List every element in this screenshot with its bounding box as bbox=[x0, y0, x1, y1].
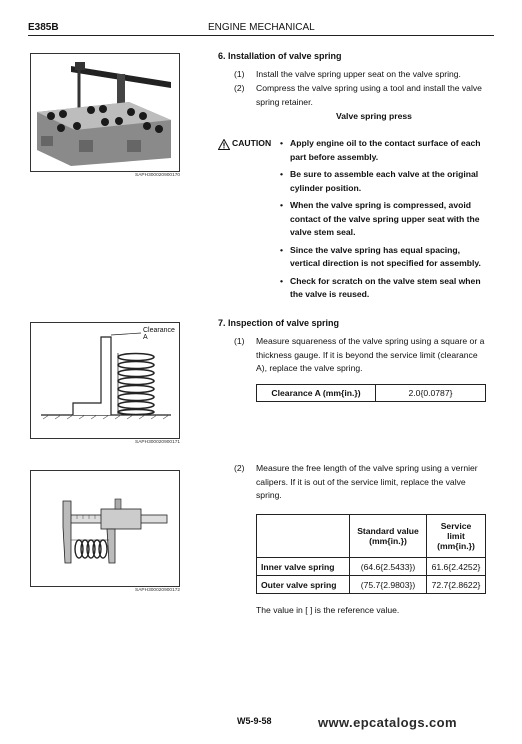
table-cell-label: Clearance A (mm{in.}) bbox=[257, 385, 376, 402]
table-cell-limit: 61.6{2.4252} bbox=[427, 558, 486, 576]
step-text: Measure squareness of the valve spring using a square or a thickness gauge. If it is beyond the service limit (clearance A), replace the valve spring. bbox=[256, 336, 485, 373]
table-cell-limit: 72.7{2.8622} bbox=[427, 576, 486, 594]
table-cell-label: Inner valve spring bbox=[257, 558, 350, 576]
doc-model: E385B bbox=[28, 22, 59, 33]
section-6-title: 6. Installation of valve spring bbox=[218, 51, 342, 61]
step-text: Compress the valve spring using a tool and install the valve spring retainer. bbox=[256, 83, 482, 107]
reference-note: The value in [ ] is the reference value. bbox=[256, 605, 400, 615]
clearance-table bbox=[256, 384, 486, 402]
step-text: Measure the free length of the valve spring using a vernier calipers. If it is out of the service limit, replace the valve spring. bbox=[256, 463, 478, 500]
table-cell-label: Outer valve spring bbox=[257, 576, 350, 594]
step-text: Install the valve spring upper seat on the valve spring. bbox=[256, 69, 461, 79]
caution-item: • Check for scratch on the valve stem seal when the valve is reused. bbox=[280, 275, 481, 299]
figure-valve-spring-press bbox=[30, 53, 180, 172]
step-2 bbox=[234, 462, 494, 504]
table-row bbox=[257, 558, 486, 576]
caution-item: • Be sure to assemble each valve at the original cylinder position. bbox=[280, 169, 479, 193]
step-number: (2) bbox=[234, 463, 245, 473]
figure-squareness-check bbox=[30, 322, 180, 439]
figure-caption: SAPH300020900172 bbox=[135, 588, 181, 593]
caution-label: CAUTION bbox=[232, 138, 272, 148]
table-row bbox=[257, 576, 486, 594]
tool-label: Valve spring press bbox=[336, 111, 412, 121]
table-header-cell: Standard value (mm{in.}) bbox=[350, 515, 427, 558]
caution-item: • Since the valve spring has equal spacing, vertical direction is not specified for assembly. bbox=[280, 244, 481, 268]
step-1 bbox=[234, 68, 494, 82]
table-header-cell: Service limit (mm{in.}) bbox=[427, 515, 486, 558]
table-header-cell bbox=[257, 515, 350, 558]
site-watermark: www.epcatalogs.com bbox=[318, 715, 457, 730]
table-cell-standard: (64.6{2.5433}) bbox=[350, 558, 427, 576]
caution-icon bbox=[218, 137, 230, 155]
valve-spring-press-illustration bbox=[31, 54, 179, 171]
step-1 bbox=[234, 335, 494, 377]
section-7-title: 7. Inspection of valve spring bbox=[218, 318, 340, 328]
table-cell-value: 2.0{0.0787} bbox=[376, 385, 486, 402]
caution-item: • When the valve spring is compressed, avoid contact of the valve spring upper seat with the valve stem seal. bbox=[280, 200, 480, 237]
caution-list bbox=[280, 137, 486, 306]
step-2 bbox=[234, 82, 494, 110]
doc-section-title: ENGINE MECHANICAL bbox=[208, 22, 315, 33]
figure-vernier-calipers bbox=[30, 470, 180, 587]
clearance-a-label: Clearance A bbox=[143, 327, 175, 341]
figure-caption: SAPH300020900170 bbox=[135, 173, 181, 178]
figure-caption: SAPH300020900171 bbox=[135, 440, 181, 445]
table-header-row bbox=[257, 515, 486, 558]
vernier-calipers-illustration bbox=[31, 471, 179, 586]
table-cell-standard: (75.7{2.9803}) bbox=[350, 576, 427, 594]
step-number: (1) bbox=[234, 336, 245, 346]
free-length-table bbox=[256, 514, 486, 594]
step-number: (1) bbox=[234, 69, 245, 79]
header-divider bbox=[28, 35, 494, 36]
caution-item: • Apply engine oil to the contact surface of each part before assembly. bbox=[280, 138, 481, 162]
step-number: (2) bbox=[234, 83, 245, 93]
page-number: W5-9-58 bbox=[237, 716, 272, 726]
table-row bbox=[257, 385, 486, 402]
